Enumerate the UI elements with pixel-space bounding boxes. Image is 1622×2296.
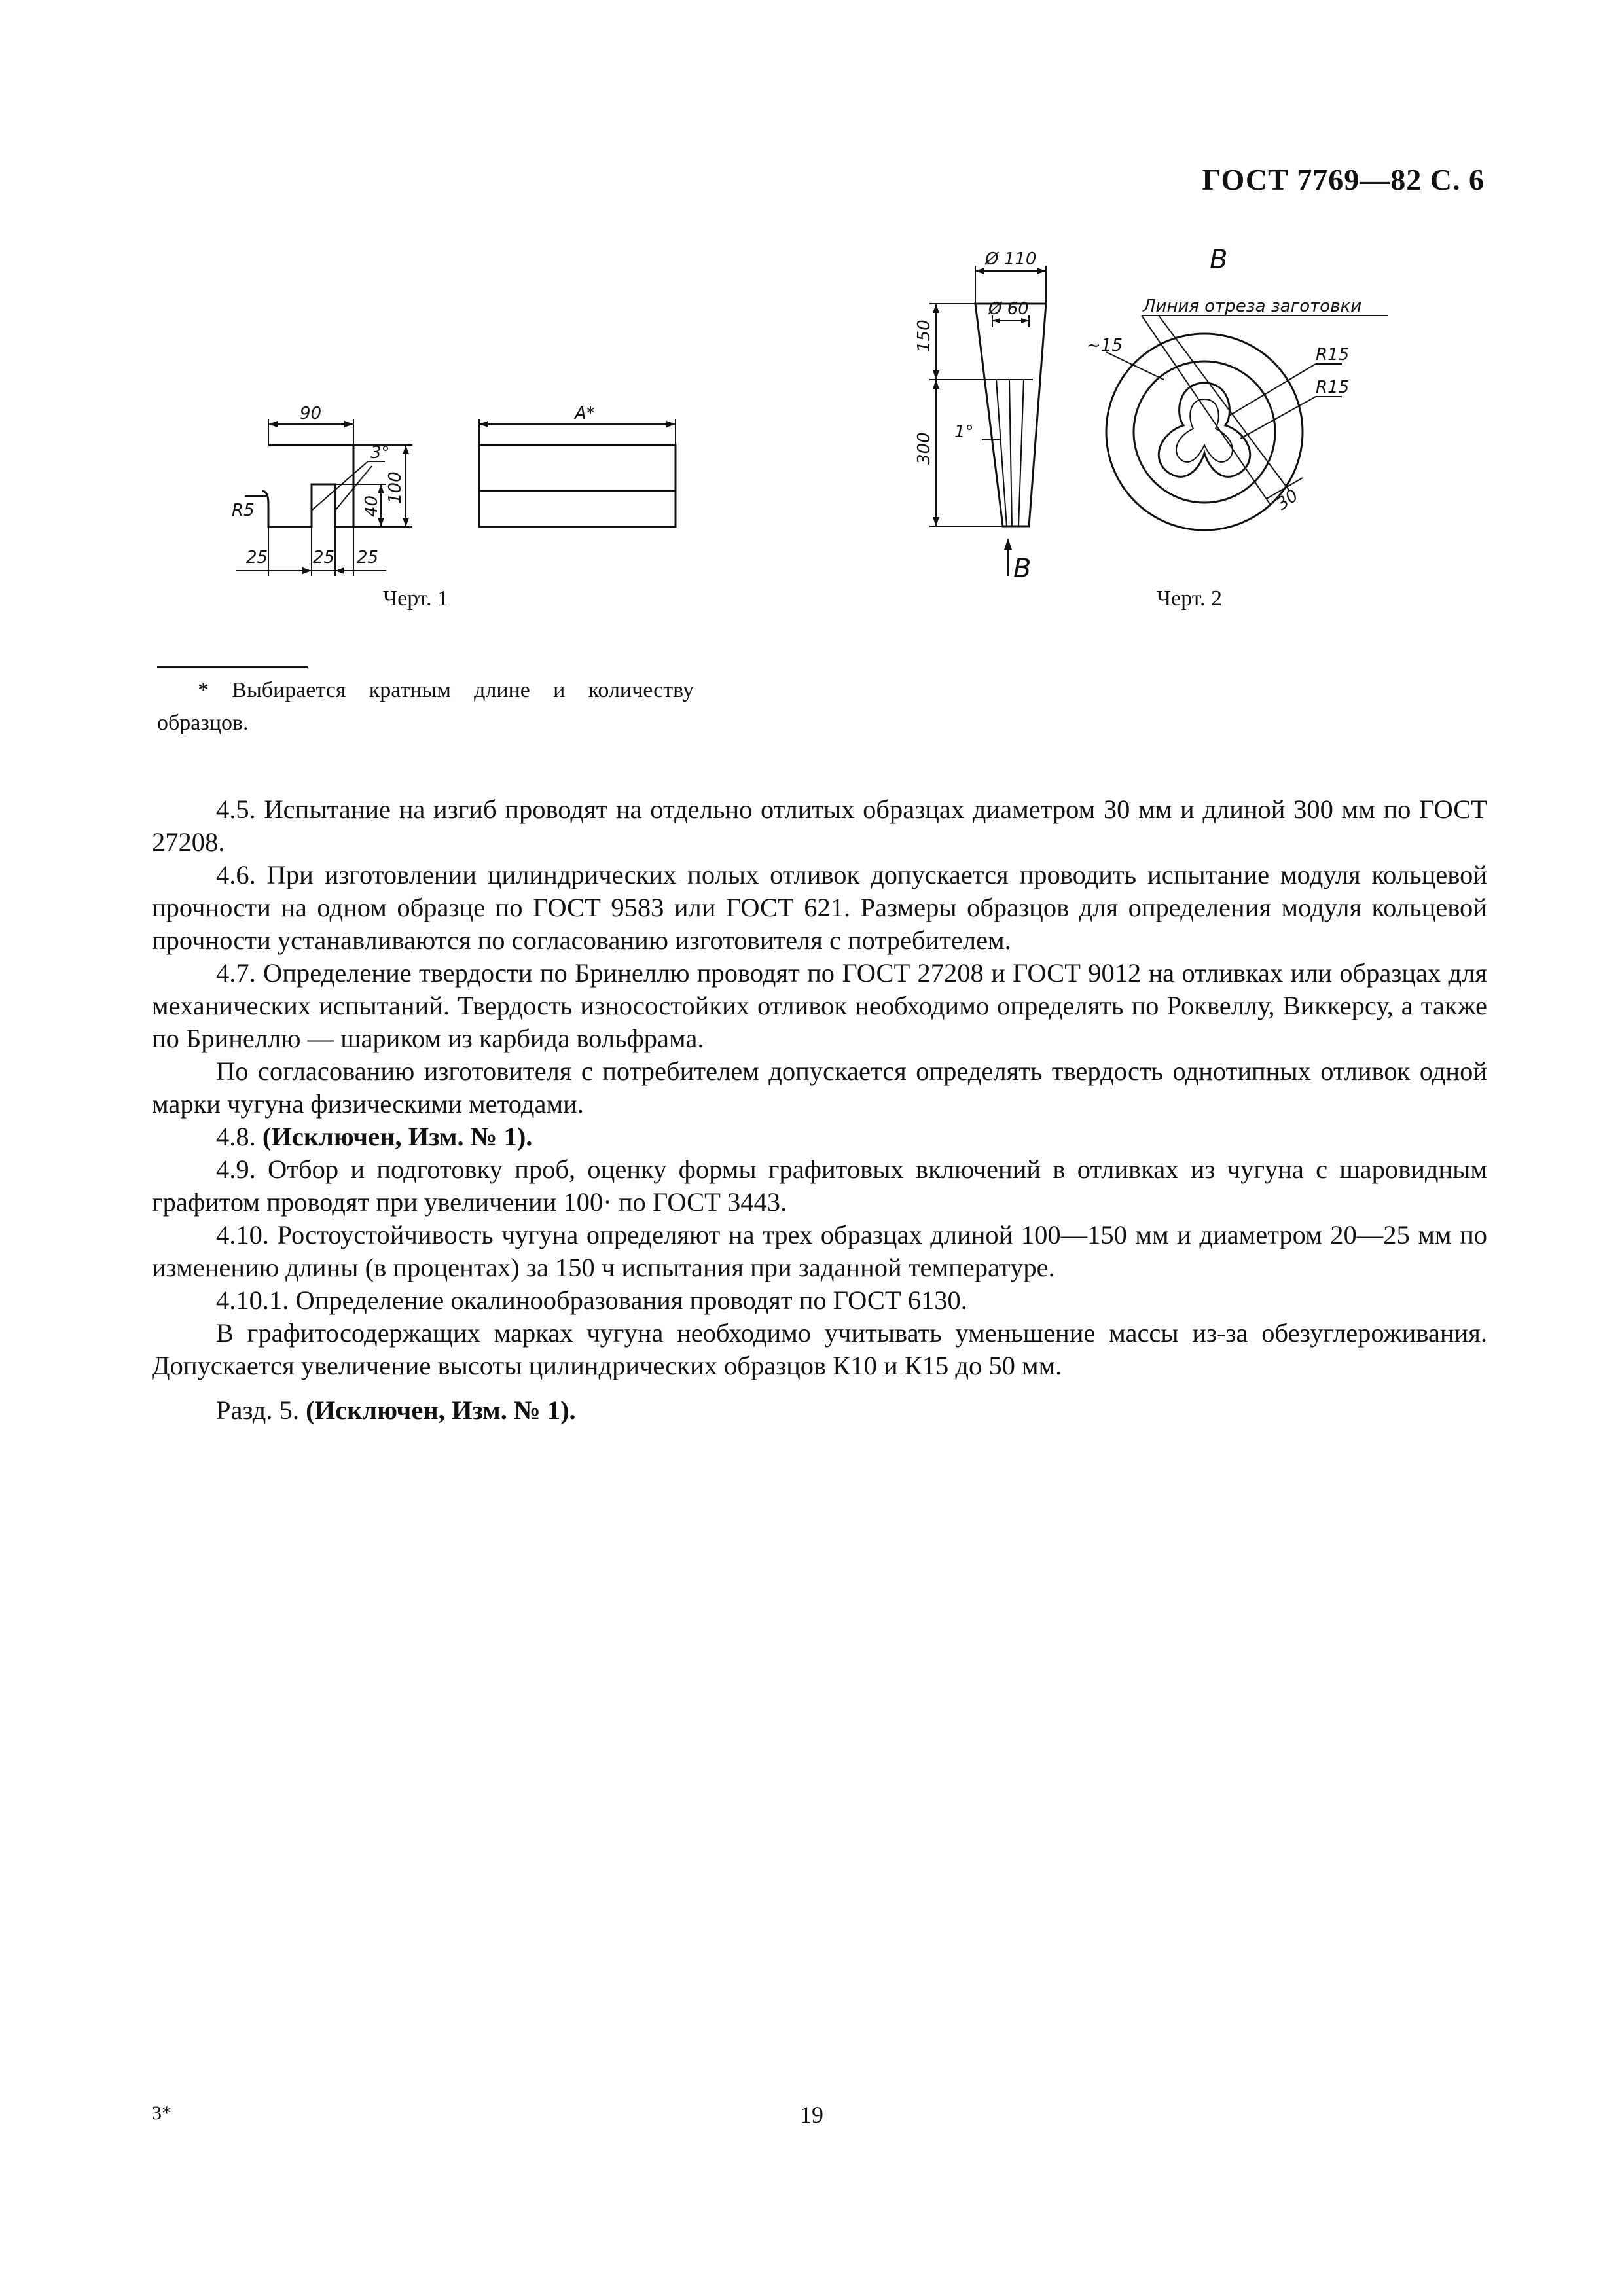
- section-5-number: Разд. 5.: [216, 1395, 306, 1425]
- figure-2-caption: Черт. 2: [1157, 586, 1223, 611]
- dim-a-length: A*: [575, 404, 595, 423]
- dim-25-right: 25: [357, 548, 379, 567]
- dim-40: 40: [362, 495, 382, 517]
- sheet-mark: 3*: [152, 2102, 171, 2124]
- paragraph-4-8-note: (Исключен, Изм. № 1).: [262, 1122, 533, 1151]
- dim-diameter-110: Ø 110: [985, 249, 1037, 269]
- section-5-note: (Исключен, Изм. № 1).: [306, 1395, 576, 1425]
- dim-100: 100: [386, 471, 405, 504]
- body-text: [152, 793, 1487, 1427]
- figure-1-caption: Черт. 1: [383, 586, 449, 611]
- dim-1-degree: 1°: [954, 422, 974, 442]
- paragraph-4-7: 4.7. Определение твердости по Бринеллю проводят по ГОСТ 27208 и ГОСТ 9012 на отливках или образцах для механических испытаний. Твердость износостойких отливок необходимо определять по Роквеллу, Виккерсу, а также по Бринеллю — шариком из карбида вольфрама.: [152, 958, 1487, 1053]
- page-header: ГОСТ 7769—82 С. 6: [1202, 163, 1485, 196]
- view-b-label: B: [1210, 245, 1228, 275]
- dim-300: 300: [914, 432, 934, 465]
- dim-25-middle: 25: [313, 548, 335, 567]
- paragraph-4-5: 4.5. Испытание на изгиб проводят на отдельно отлитых образцах диаметром 30 мм и длиной 300 мм по ГОСТ 27208.: [152, 795, 1487, 857]
- dim-150: 150: [914, 319, 934, 352]
- paragraph-4-8: [152, 1121, 1487, 1153]
- section-5: [152, 1394, 1487, 1427]
- paragraph-4-10: 4.10. Ростоустойчивость чугуна определяют на трех образцах длиной 100—150 мм и диаметром 20—25 мм по изменению длины (в процентах) за 150 ч испытания при заданной температуре.: [152, 1220, 1487, 1282]
- figure-1: [223, 386, 694, 596]
- footnote: * Выбирается кратным длине и количеству образцов.: [157, 678, 694, 735]
- footnote-rule: [157, 666, 308, 668]
- dim-30: 30: [1272, 486, 1303, 514]
- dim-r15-upper: R15: [1316, 345, 1350, 365]
- figure-1-drawing: [223, 386, 694, 596]
- dim-3-degree: 3°: [370, 443, 390, 463]
- paragraph-4-10-1-continued: В графитосодержащих марках чугуна необходимо учитывать уменьшение массы из-за обезуглероживания. Допускается увеличение высоты цилиндрических образцов К10 и К15 до 50 мм.: [152, 1318, 1487, 1380]
- cut-line-label: Линия отреза заготовки: [1143, 296, 1362, 316]
- dim-r15-lower: R15: [1316, 378, 1350, 397]
- paragraph-4-6: 4.6. При изготовлении цилиндрических полых отливок допускается проводить испытание модуля кольцевой прочности на одном образце по ГОСТ 9583 или ГОСТ 621. Размеры образцов для определения модуля кольцевой прочности устанавливаются по согласованию изготовителя с потребителем.: [152, 860, 1487, 955]
- paragraph-4-8-number: 4.8.: [216, 1122, 262, 1151]
- section-b-marker: B: [1013, 554, 1032, 584]
- dim-r5: R5: [232, 501, 255, 520]
- figure-2-drawing: [890, 242, 1427, 589]
- paragraph-4-10-1: 4.10.1. Определение окалинообразования проводят по ГОСТ 6130.: [216, 1285, 967, 1315]
- dim-25-left: 25: [246, 548, 268, 567]
- dim-90: 90: [300, 404, 322, 423]
- paragraph-4-9: 4.9. Отбор и подготовку проб, оценку формы графитовых включений в отливках из чугуна с шаровидным графитом проводят при увеличении 100· по ГОСТ 3443.: [152, 1155, 1487, 1217]
- paragraph-4-7-continued: По согласованию изготовителя с потребителем допускается определять твердость однотипных отливок одной марки чугуна физическими методами.: [152, 1056, 1487, 1119]
- dim-approx-15: ~15: [1087, 336, 1123, 355]
- dim-diameter-60: Ø 60: [988, 299, 1029, 319]
- figure-2: [890, 242, 1427, 589]
- page-number: 19: [800, 2102, 823, 2128]
